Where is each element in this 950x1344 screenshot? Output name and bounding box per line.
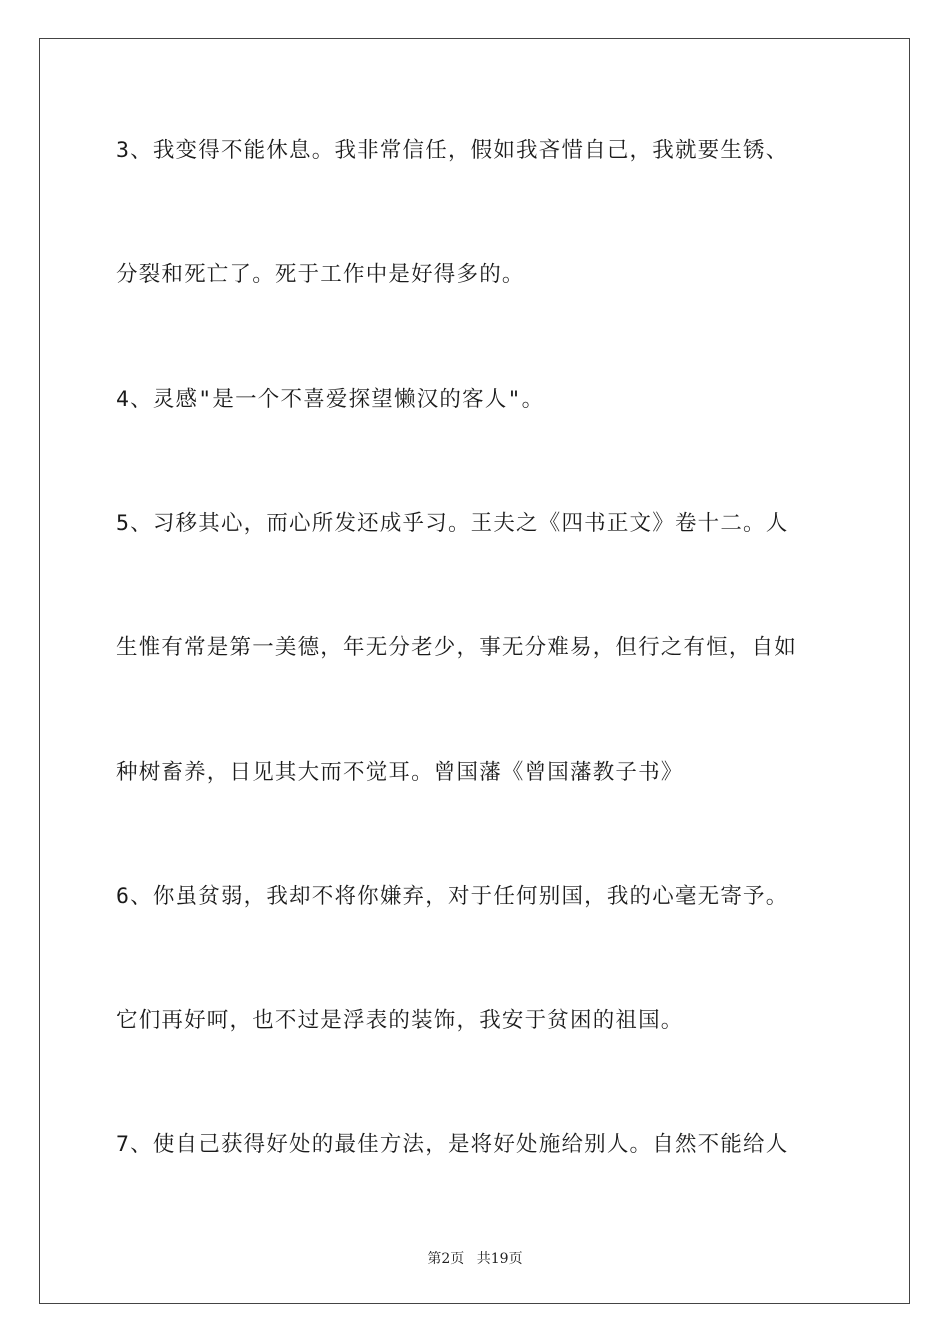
text-line-5: 生惟有常是第一美德，年无分老少，事无分难易，但行之有恒，自如 bbox=[116, 635, 798, 660]
text-line-8: 它们再好呵，也不过是浮表的装饰，我安于贫困的祖国。 bbox=[116, 1008, 684, 1033]
text-line-4: 5、习移其心，而心所发还成乎习。王夫之《四书正文》卷十二。人 bbox=[116, 511, 789, 536]
text-line-3: 4、灵感"是一个不喜爱探望懒汉的客人"。 bbox=[116, 387, 545, 412]
text-line-2: 分裂和死亡了。死于工作中是好得多的。 bbox=[116, 262, 525, 287]
page-footer bbox=[0, 1248, 950, 1268]
text-line-6: 种树畜养，日见其大而不觉耳。曾国藩《曾国藩教子书》 bbox=[116, 760, 684, 785]
total-pages: 共19页 bbox=[476, 1251, 523, 1267]
text-line-7: 6、你虽贫弱，我却不将你嫌弃，对于任何别国，我的心毫无寄予。 bbox=[116, 884, 789, 909]
page-number: 第2页 bbox=[427, 1251, 465, 1267]
text-line-1: 3、我变得不能休息。我非常信任，假如我吝惜自己，我就要生锈、 bbox=[116, 138, 789, 163]
text-line-9: 7、使自己获得好处的最佳方法，是将好处施给别人。自然不能给人 bbox=[116, 1132, 789, 1157]
page-frame bbox=[39, 38, 910, 1304]
